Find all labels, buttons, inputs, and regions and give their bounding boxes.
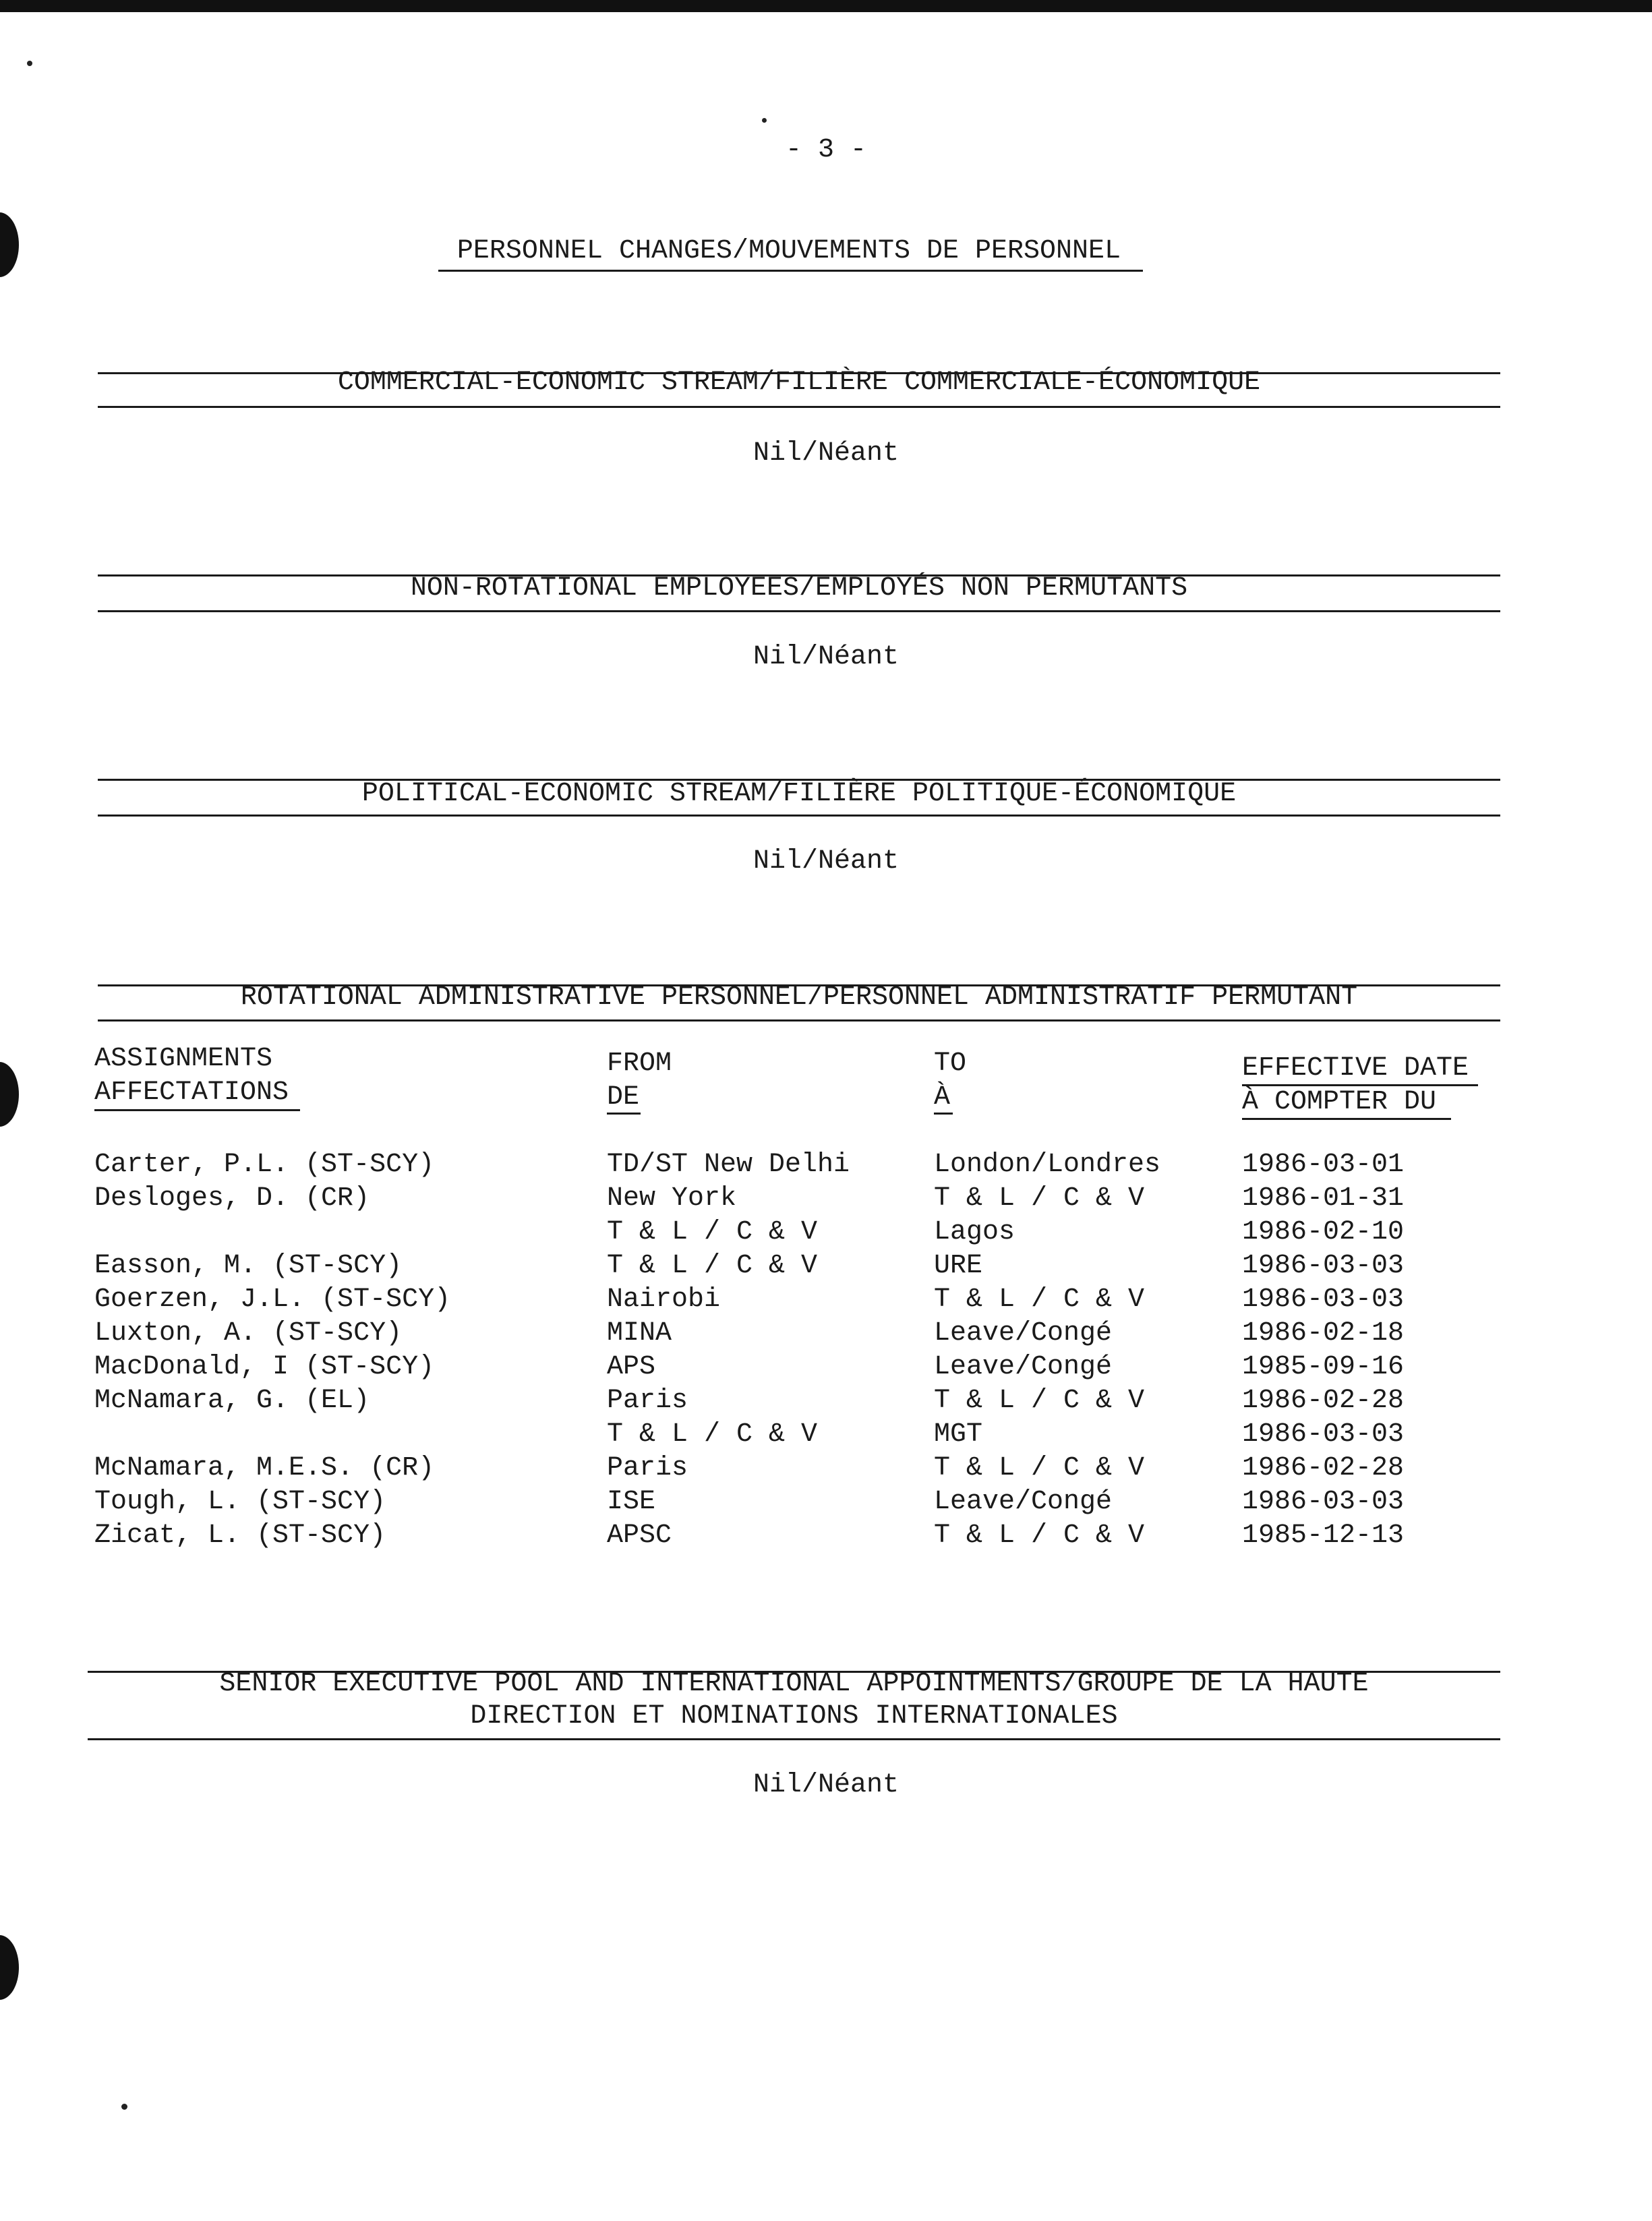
table-row xyxy=(0,1284,1652,1318)
cell-to: Leave/Congé xyxy=(934,1352,1113,1382)
cell-from: Paris xyxy=(607,1453,688,1483)
punch-hole xyxy=(0,1062,19,1127)
cell-to: T & L / C & V xyxy=(934,1453,1145,1483)
section-rule-bottom xyxy=(98,406,1500,408)
header-underline xyxy=(607,1113,641,1115)
section-heading-commercial: COMMERCIAL-ECONOMIC STREAM/FILIÈRE COMMERCIALE-ÉCONOMIQUE xyxy=(337,367,1261,398)
cell-to: Leave/Congé xyxy=(934,1487,1113,1517)
section-heading-rotational: ROTATIONAL ADMINISTRATIVE PERSONNEL/PERSONNEL ADMINISTRATIF PERMUTANT xyxy=(240,982,1358,1013)
section-body-political: Nil/Néant xyxy=(753,846,899,877)
section-heading-senior-executive-line2: DIRECTION ET NOMINATIONS INTERNATIONALES xyxy=(470,1701,1118,1731)
header-affectations: AFFECTATIONS xyxy=(94,1077,289,1108)
table-row xyxy=(0,1419,1652,1453)
header-underline xyxy=(94,1109,300,1111)
cell-from: MINA xyxy=(607,1318,672,1349)
cell-date: 1986-03-03 xyxy=(1242,1251,1405,1281)
cell-to: Lagos xyxy=(934,1217,1015,1247)
cell-to: London/Londres xyxy=(934,1150,1161,1180)
cell-from: New York xyxy=(607,1183,737,1214)
cell-date: 1986-03-03 xyxy=(1242,1419,1405,1450)
scan-speck xyxy=(27,61,32,66)
header-effective-date: EFFECTIVE DATE xyxy=(1242,1053,1469,1084)
cell-name: Luxton, A. (ST-SCY) xyxy=(94,1318,403,1349)
cell-from: Paris xyxy=(607,1386,688,1416)
cell-to: T & L / C & V xyxy=(934,1386,1145,1416)
cell-date: 1985-09-16 xyxy=(1242,1352,1405,1382)
cell-to: T & L / C & V xyxy=(934,1183,1145,1214)
cell-date: 1986-02-28 xyxy=(1242,1386,1405,1416)
cell-date: 1985-12-13 xyxy=(1242,1520,1405,1551)
cell-to: Leave/Congé xyxy=(934,1318,1113,1349)
punch-hole xyxy=(0,212,19,277)
cell-from: T & L / C & V xyxy=(607,1251,818,1281)
table-row xyxy=(0,1318,1652,1352)
cell-from: Nairobi xyxy=(607,1284,721,1315)
table-row xyxy=(0,1183,1652,1217)
section-rule-bottom xyxy=(98,1019,1500,1021)
cell-date: 1986-03-03 xyxy=(1242,1284,1405,1315)
section-body-non-rotational: Nil/Néant xyxy=(753,642,899,672)
section-heading-political: POLITICAL-ECONOMIC STREAM/FILIÈRE POLITIQUE-ÉCONOMIQUE xyxy=(361,779,1237,809)
section-rule-bottom xyxy=(98,815,1500,817)
table-row xyxy=(0,1352,1652,1386)
section-rule-bottom xyxy=(98,610,1500,612)
cell-name: Zicat, L. (ST-SCY) xyxy=(94,1520,386,1551)
scan-speck xyxy=(762,118,767,123)
cell-from: T & L / C & V xyxy=(607,1217,818,1247)
cell-name: Desloges, D. (CR) xyxy=(94,1183,370,1214)
header-de: DE xyxy=(607,1082,640,1113)
table-row xyxy=(0,1251,1652,1284)
cell-date: 1986-02-18 xyxy=(1242,1318,1405,1349)
cell-date: 1986-02-10 xyxy=(1242,1217,1405,1247)
cell-name: MacDonald, I (ST-SCY) xyxy=(94,1352,435,1382)
cell-date: 1986-03-01 xyxy=(1242,1150,1405,1180)
page-title: PERSONNEL CHANGES/MOUVEMENTS DE PERSONNEL xyxy=(456,236,1121,266)
cell-from: APS xyxy=(607,1352,656,1382)
header-from: FROM xyxy=(607,1048,672,1079)
section-body-senior-executive: Nil/Néant xyxy=(753,1770,899,1800)
scan-speck xyxy=(121,2104,127,2110)
cell-date: 1986-02-28 xyxy=(1242,1453,1405,1483)
table-row xyxy=(0,1386,1652,1419)
cell-name: Tough, L. (ST-SCY) xyxy=(94,1487,386,1517)
cell-name: McNamara, G. (EL) xyxy=(94,1386,370,1416)
page-number: - 3 - xyxy=(785,135,867,165)
cell-name: Easson, M. (ST-SCY) xyxy=(94,1251,403,1281)
punch-hole xyxy=(0,1935,19,2000)
header-underline xyxy=(934,1113,953,1115)
cell-from: TD/ST New Delhi xyxy=(607,1150,850,1180)
header-underline xyxy=(1242,1118,1451,1120)
title-underline xyxy=(438,270,1143,272)
cell-name: Goerzen, J.L. (ST-SCY) xyxy=(94,1284,451,1315)
cell-from: ISE xyxy=(607,1487,656,1517)
section-heading-non-rotational: NON-ROTATIONAL EMPLOYEES/EMPLOYÉS NON PERMUTANTS xyxy=(410,573,1188,603)
header-a: À xyxy=(934,1082,951,1113)
section-body-commercial: Nil/Néant xyxy=(753,438,899,469)
cell-to: URE xyxy=(934,1251,983,1281)
cell-from: APSC xyxy=(607,1520,672,1551)
header-to: TO xyxy=(934,1048,967,1079)
header-a-compter-du: À COMPTER DU xyxy=(1242,1087,1437,1117)
cell-to: MGT xyxy=(934,1419,983,1450)
table-row xyxy=(0,1487,1652,1520)
table-row xyxy=(0,1217,1652,1251)
table-row xyxy=(0,1520,1652,1554)
table-row xyxy=(0,1150,1652,1183)
cell-date: 1986-03-03 xyxy=(1242,1487,1405,1517)
cell-name: McNamara, M.E.S. (CR) xyxy=(94,1453,435,1483)
cell-to: T & L / C & V xyxy=(934,1284,1145,1315)
table-row xyxy=(0,1453,1652,1487)
section-rule-bottom xyxy=(88,1738,1500,1740)
cell-date: 1986-01-31 xyxy=(1242,1183,1405,1214)
section-heading-senior-executive-line1: SENIOR EXECUTIVE POOL AND INTERNATIONAL APPOINTMENTS/GROUPE DE LA HAUTE xyxy=(219,1669,1369,1699)
cell-from: T & L / C & V xyxy=(607,1419,818,1450)
cell-name: Carter, P.L. (ST-SCY) xyxy=(94,1150,435,1180)
header-underline xyxy=(1242,1084,1478,1086)
cell-to: T & L / C & V xyxy=(934,1520,1145,1551)
scan-top-edge xyxy=(0,0,1652,12)
header-assignments: ASSIGNMENTS xyxy=(94,1044,273,1074)
